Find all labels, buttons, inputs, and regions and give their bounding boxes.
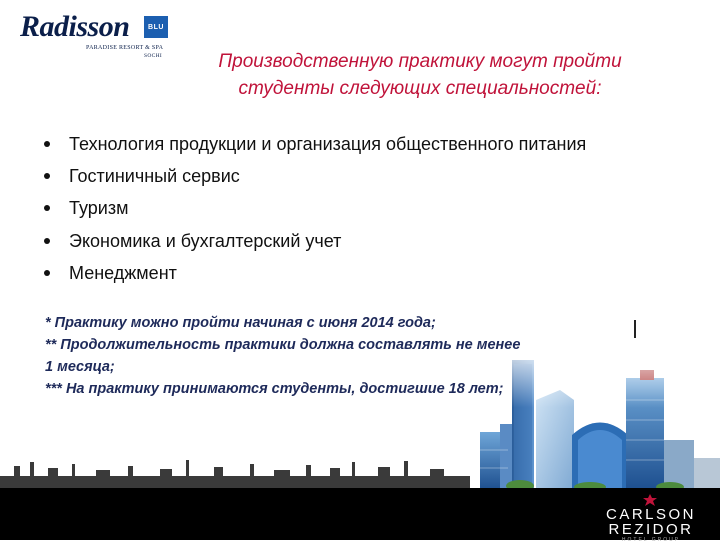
logo-subtitle: PARADISE RESORT & SPA [86,45,164,51]
footer-logo-line-2: REZIDOR [608,521,694,538]
bullet-icon [44,270,50,276]
list-item-text: Экономика и бухгалтерский учет [69,230,342,251]
logo-brand: Radisson [20,10,130,43]
bullet-icon [44,173,50,179]
list-item-text: Менеджмент [69,262,177,283]
radisson-blu-logo [20,8,180,60]
footer-logo-line-3: HOTEL GROUP [621,537,681,543]
star-icon [643,494,657,506]
slide-title [170,48,670,102]
list-item [44,162,586,194]
note-line-1: * Практику можно пройти начиная с июня 2014 года; [45,315,436,331]
logo-badge: BLU [144,16,168,38]
carlson-rezidor-logo [596,494,706,543]
note-line-3: 1 месяца; [45,359,115,375]
text-cursor-mark [634,320,636,338]
logo-city: SOCHI [144,53,163,59]
list-item [44,194,586,226]
notes-block [45,312,645,400]
list-item-text: Туризм [69,198,129,219]
skyline-silhouette [0,460,470,490]
list-item-text: Технология продукции и организация общественного питания [69,134,587,154]
list-item [44,130,586,162]
bullet-icon [44,238,50,244]
footer-logo-line-1: CARLSON [605,506,697,523]
list-item [44,259,586,291]
list-item [44,227,586,259]
bullet-icon [44,205,50,211]
title-line-1: Производственную практику могут пройти [218,51,622,72]
specialties-list [44,130,586,291]
note-line-4: *** На практику принимаются студенты, достигшие 18 лет; [45,381,504,397]
bullet-icon [44,141,50,147]
title-line-2: студенты следующих специальностей: [238,78,602,99]
list-item-text: Гостиничный сервис [69,166,240,187]
note-line-2: ** Продолжительность практики должна составлять не менее [45,337,521,353]
